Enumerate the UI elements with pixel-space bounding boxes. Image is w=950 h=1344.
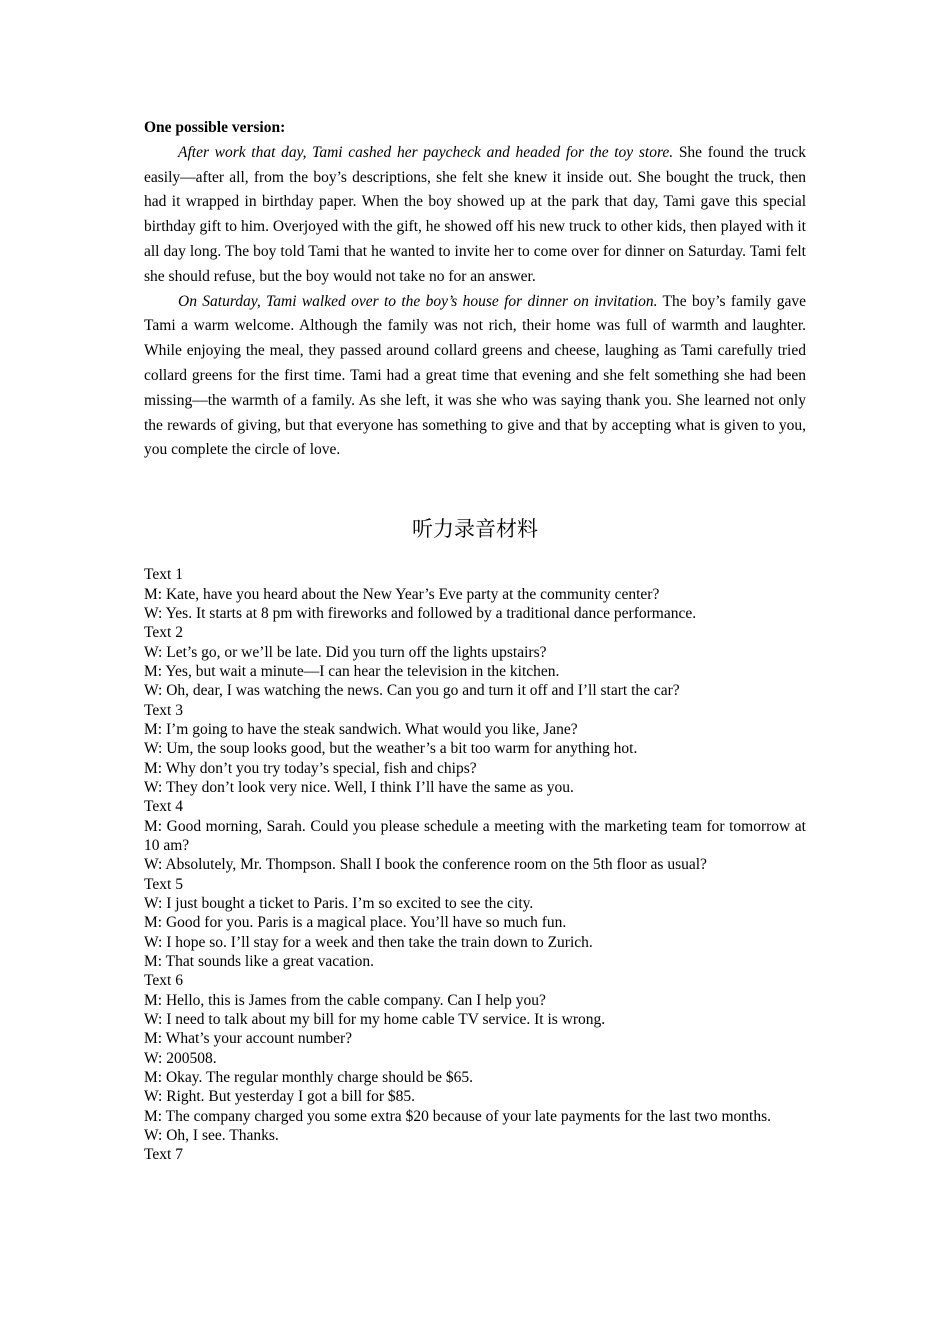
transcript-section: [144, 565, 806, 1165]
transcript-line: W: Um, the soup looks good, but the weather’s a bit too warm for anything hot.: [144, 740, 638, 758]
transcript-line: W: Oh, I see. Thanks.: [144, 1127, 279, 1145]
transcript-line: W: Oh, dear, I was watching the news. Can you go and turn it off and I’ll start the car?: [144, 682, 680, 700]
essay-label: One possible version:: [144, 119, 286, 136]
transcript-line: M: Good morning, Sarah. Could you please schedule a meeting with the marketing team for tomorrow at 10 am?: [144, 817, 806, 854]
essay-paragraph: [144, 290, 806, 464]
transcript-line: M: I’m going to have the steak sandwich. What would you like, Jane?: [144, 720, 578, 738]
transcript-line: M: That sounds like a great vacation.: [144, 953, 375, 971]
transcript-line: W: Yes. It starts at 8 pm with fireworks and followed by a traditional dance performance.: [144, 604, 697, 622]
document-page: [144, 116, 806, 1165]
transcript-line: W: Right. But yesterday I got a bill for $85.: [144, 1088, 416, 1106]
essay-paragraph: [144, 141, 806, 290]
essay-section: [144, 116, 806, 463]
transcript-title: 听力录音材料: [412, 517, 538, 542]
transcript-line: W: 200508.: [144, 1049, 217, 1067]
essay-paragraph-lead: After work that day, Tami cashed her paycheck and headed for the toy store.: [178, 143, 674, 161]
transcript-line: M: Yes, but wait a minute—I can hear the television in the kitchen.: [144, 662, 560, 680]
transcript-line: W: Let’s go, or we’ll be late. Did you turn off the lights upstairs?: [144, 643, 547, 661]
transcript-line: W: They don’t look very nice. Well, I think I’ll have the same as you.: [144, 778, 574, 796]
transcript-line: M: Kate, have you heard about the New Year’s Eve party at the community center?: [144, 585, 660, 603]
transcript-line: W: I hope so. I’ll stay for a week and then take the train down to Zurich.: [144, 933, 593, 951]
transcript-line: M: What’s your account number?: [144, 1030, 353, 1048]
transcript-line: W: Absolutely, Mr. Thompson. Shall I book the conference room on the 5th floor as usual?: [144, 856, 707, 874]
transcript-line: M: The company charged you some extra $20 because of your late payments for the last two months.: [144, 1107, 772, 1125]
transcript-line: Text 5: [144, 875, 183, 893]
transcript-line: M: Okay. The regular monthly charge should be $65.: [144, 1069, 474, 1087]
transcript-line: M: Good for you. Paris is a magical place. You’ll have so much fun.: [144, 914, 567, 932]
transcript-line: Text 6: [144, 972, 183, 990]
transcript-line: Text 7: [144, 1146, 183, 1164]
transcript-line: Text 2: [144, 624, 183, 642]
transcript-line: W: I just bought a ticket to Paris. I’m so excited to see the city.: [144, 895, 534, 912]
essay-paragraph-body: She found the truck easily—after all, from the boy’s descriptions, she felt she knew it inside out. She bought the truck, then had it wrapped in birthday paper. When the boy showed up at the park that day, Tami gave this special birthday gift to him. Overjoyed with the gift, he showed off his new truck to other kids, then played with it all day long. The boy told Tami that he wanted to invite her to come over for dinner on Saturday. Tami felt she should refuse, but the boy would not take no for an answer.: [144, 143, 806, 285]
transcript-line: M: Hello, this is James from the cable company. Can I help you?: [144, 991, 546, 1009]
transcript-line: Text 1: [144, 566, 183, 584]
transcript-line: Text 4: [144, 798, 183, 816]
transcript-line: W: I need to talk about my bill for my home cable TV service. It is wrong.: [144, 1011, 606, 1029]
essay-paragraph-lead: On Saturday, Tami walked over to the boy’s house for dinner on invitation.: [178, 292, 658, 310]
transcript-line: M: Why don’t you try today’s special, fish and chips?: [144, 759, 477, 777]
transcript-line: Text 3: [144, 701, 183, 719]
essay-paragraph-body: The boy’s family gave Tami a warm welcome. Although the family was not rich, their home was full of warmth and laughter. While enjoying the meal, they passed around collard greens and cheese, laughing as Tami carefully tried collard greens for the first time. Tami had a great time that evening and she felt something she had been missing—the warmth of a family. As she left, it was she who was saying thank you. She learned not only the rewards of giving, but that everyone has something to give and that by accepting what is given to you, you complete the circle of love.: [144, 292, 806, 459]
